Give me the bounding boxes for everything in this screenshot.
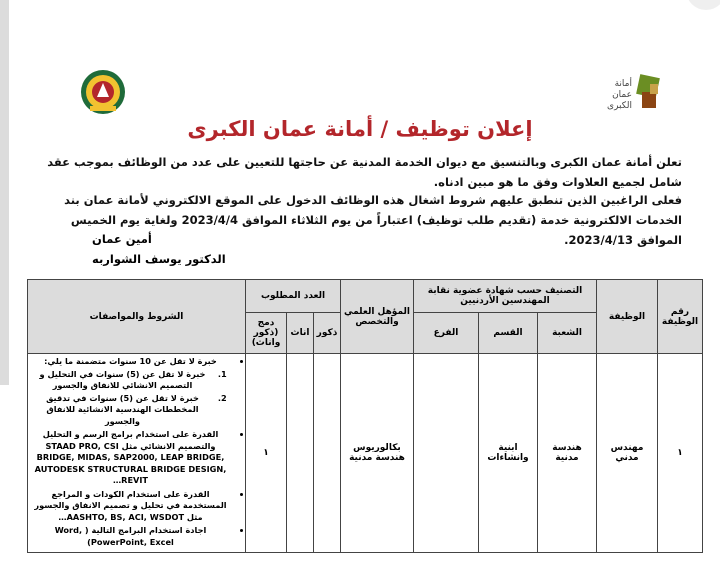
svg-text:أمانة: أمانة xyxy=(614,79,632,89)
svg-text:الكبرى: الكبرى xyxy=(607,101,632,111)
page-edge xyxy=(0,0,9,385)
cell-job: مهندس مدني xyxy=(597,354,658,553)
header-male: ذكور xyxy=(314,313,341,354)
condition-experience xyxy=(30,356,231,427)
intro-paragraph: تعلن أمانة عمان الكبرى وبالتنسيق مع ديوان الخدمة المدنية عن حاجتها للتعيين على عدد من الوظائف بموجب عقد شامل لجميع العلاوات وفق ما هو مبين ادناه. xyxy=(47,155,682,189)
amman-municipality-logo xyxy=(598,70,660,112)
condition-sub2: 2. خبرة لا تقل عن (5) سنوات في تدقيق المخططات الهندسية الانشائية للانفاق والجسور xyxy=(30,393,215,428)
condition-codes: • القدرة على استخدام الكودات و المراجع المستخدمة في تحليل و تصميم الانفاق والجسور مثل AASHTO, BS, ACI, WSDOT… xyxy=(30,489,231,524)
header-classification: التصنيف حسب شهادة عضوية نقابة المهندسين الأردنيين xyxy=(414,280,597,313)
jobs-table xyxy=(27,279,703,553)
cell-qualification: بكالوريوس هندسة مدنية xyxy=(341,354,414,553)
cell-section: ابنية وانشاءات xyxy=(479,354,538,553)
header-division: الشعبة xyxy=(538,313,597,354)
table-row xyxy=(28,354,703,553)
header-job: الوظيفة xyxy=(597,280,658,354)
header-job-no: رقم الوظيفة xyxy=(658,280,703,354)
cell-conditions xyxy=(28,354,246,553)
cell-female xyxy=(287,354,314,553)
condition-software: • القدرة على استخدام برامج الرسم و التحليل والتصميم الانشائي مثل STAAD PRO, CSI BRIDGE, MIDAS, SAP2000, LEAP BRIDGE, AUTODESK STRUCTURAL BRIDGE DESIGN, REVIT… xyxy=(30,429,231,487)
cell-male xyxy=(314,354,341,553)
header-count: العدد المطلوب xyxy=(246,280,341,313)
condition-intro: • خبرة لا تقل عن 10 سنوات متضمنة ما يلي: xyxy=(44,356,217,366)
header-branch: الفرع xyxy=(414,313,479,354)
header-section: القسم xyxy=(479,313,538,354)
corner-shape xyxy=(686,0,720,10)
svg-text:عمان: عمان xyxy=(612,90,632,100)
cell-division: هندسة مدنية xyxy=(538,354,597,553)
header-conditions: الشروط والمواصفات xyxy=(28,280,246,354)
header-female: اناث xyxy=(287,313,314,354)
cell-job-no: ١ xyxy=(658,354,703,553)
signer-name: الدكتور يوسف الشواربه xyxy=(92,252,226,266)
engineers-association-emblem xyxy=(78,68,128,116)
header-mixed: دمج (ذكور واناث) xyxy=(246,313,287,354)
condition-office: • اجادة استخدام البرامج التالية ( Word, PowerPoint, Excel) xyxy=(30,525,231,548)
condition-sub1: 1. خبرة لا تقل عن (5) سنوات في التحليل و التصميم الانشائي للانفاق والجسور xyxy=(30,369,215,392)
signer-title: أمين عمان xyxy=(92,232,152,246)
page-title: إعلان توظيف / أمانة عمان الكبرى xyxy=(187,117,533,141)
header-qualification: المؤهل العلمي والتخصص xyxy=(341,280,414,354)
application-paragraph: فعلى الراغبين الذين تنطبق عليهم شروط اشغال هذه الوظائف الدخول على الموقع الالكتروني لأمانة عمان بند الخدمات الالكترونية خدمة (تقديم طلب توظيف) اعتباراً من يوم الثلاثاء الموافق 2023/4/4 ولغاية يوم الخميس الموافق 2023/4/13. xyxy=(64,193,682,247)
cell-mixed: ١ xyxy=(246,354,287,553)
cell-branch xyxy=(414,354,479,553)
